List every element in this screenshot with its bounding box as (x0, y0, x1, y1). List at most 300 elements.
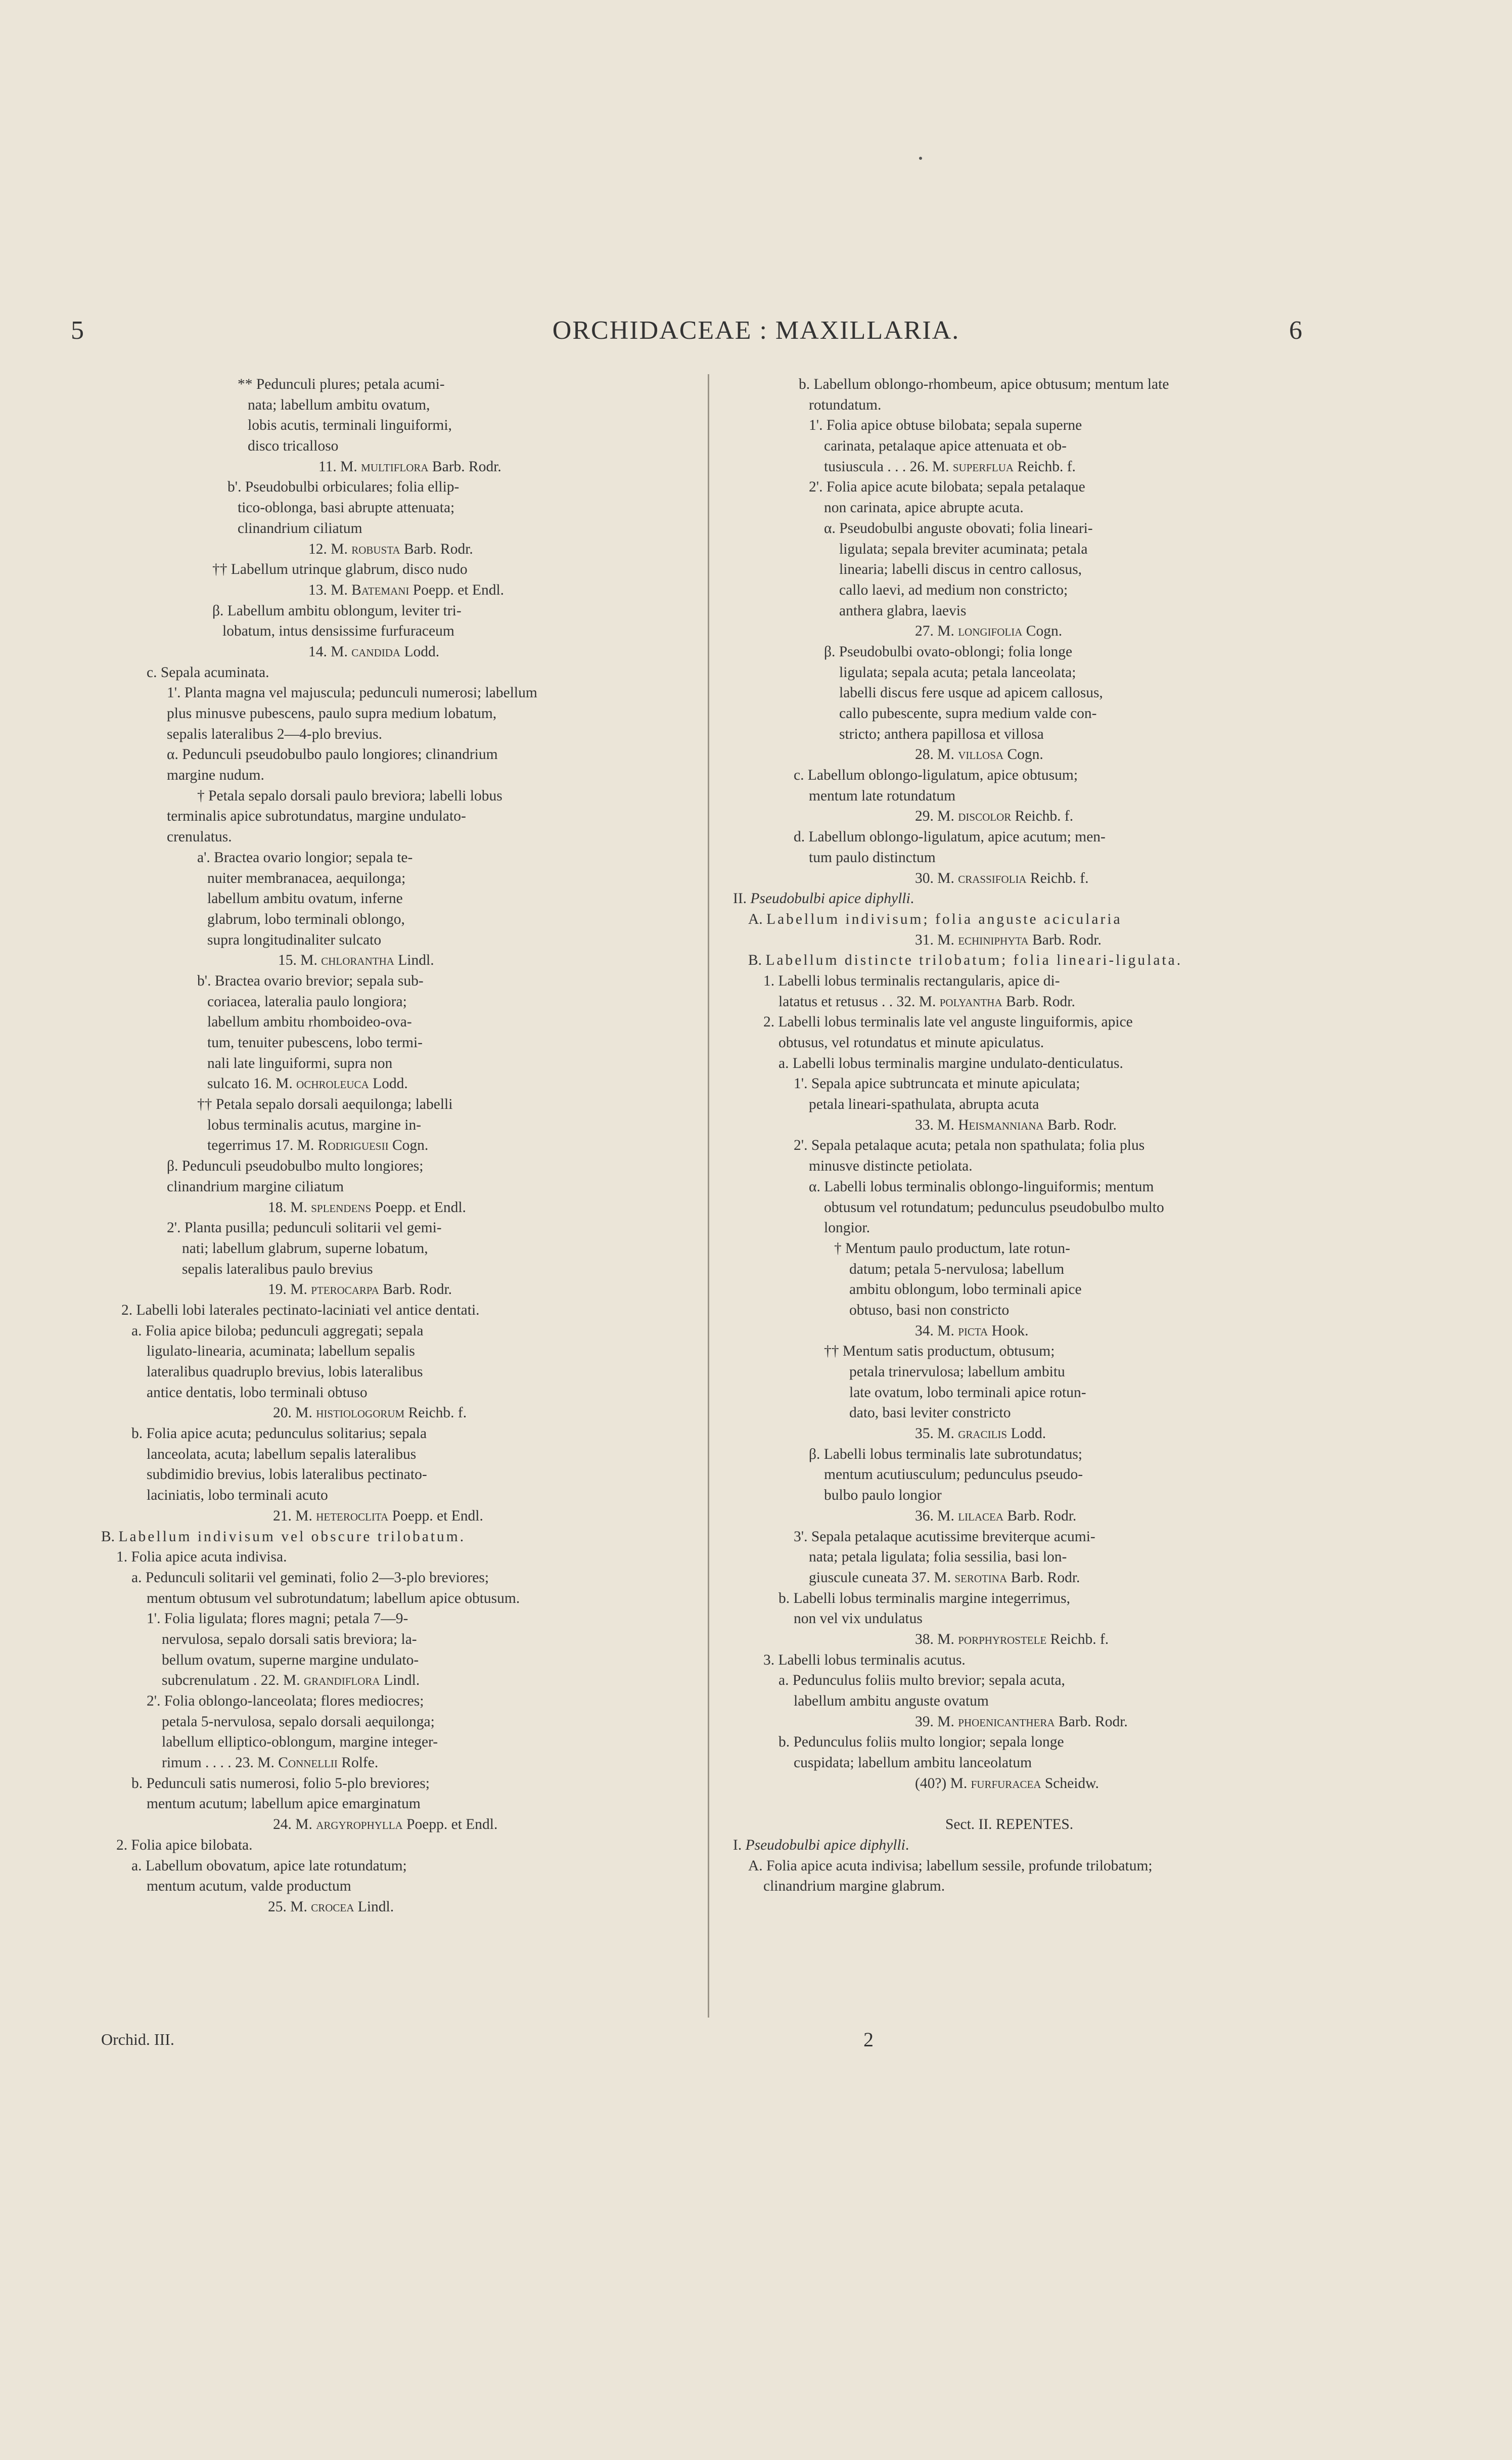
line-text: 25. M. (268, 1898, 311, 1915)
line-text: lobus terminalis acutus, margine in- (207, 1116, 422, 1133)
line-text: B. (748, 952, 766, 969)
line-authority: Barb. Rodr. (428, 458, 501, 475)
text-line (733, 1423, 1309, 1444)
line-text: a. Pedunculi solitarii vel geminati, folio 2—3-plo breviores; (131, 1569, 489, 1586)
text-line (101, 1732, 667, 1753)
line-text: 3. Labelli lobus terminalis acutus. (763, 1651, 966, 1668)
text-line (733, 1197, 1309, 1218)
line-authority: Poepp. et Endl. (402, 1816, 498, 1833)
text-line (733, 457, 1309, 477)
text-line (733, 1300, 1309, 1321)
text-line (101, 1115, 667, 1136)
text-line (101, 1197, 667, 1218)
line-text: tegerrimus 17. M. (207, 1137, 318, 1154)
species-name: grandiflora (304, 1672, 380, 1689)
text-line (101, 1156, 667, 1177)
line-text: nuiter membranacea, aequilonga; (207, 870, 406, 886)
line-text: bulbo paulo longior (824, 1487, 942, 1504)
line-authority: Lindl. (380, 1672, 420, 1689)
species-name: villosa (958, 746, 1004, 763)
text-line (733, 1115, 1309, 1136)
spaced-heading: Labellum indivisum; folia anguste acicularia (766, 911, 1122, 927)
text-line (101, 888, 667, 909)
text-line (101, 1608, 667, 1629)
line-text: obtuso, basi non constricto (849, 1302, 1010, 1318)
line-authority: Cogn. (388, 1137, 429, 1154)
text-line (101, 1279, 667, 1300)
text-line (733, 1156, 1309, 1177)
text-line (733, 415, 1309, 436)
text-line (101, 1218, 667, 1238)
text-line (733, 1691, 1309, 1712)
italic-heading: Pseudobulbi apice diphylli (745, 1837, 905, 1853)
line-text: d. Labellum oblongo-ligulatum, apice acutum; men- (794, 829, 1106, 845)
line-text: petala 5-nervulosa, sepalo dorsali aequilonga; (162, 1713, 435, 1730)
line-text: b'. Bractea ovario brevior; sepala sub- (197, 972, 424, 989)
text-line (733, 662, 1309, 683)
text-line (101, 1362, 667, 1382)
text-line (733, 1753, 1309, 1773)
line-text: sepalis lateralibus 2—4-plo brevius. (167, 726, 383, 742)
line-text: laciniatis, lobo terminali acuto (147, 1487, 328, 1504)
text-line (733, 1588, 1309, 1609)
species-name: discolor (958, 808, 1012, 825)
line-authority: Reichb. f. (1011, 808, 1074, 825)
text-line (733, 888, 1309, 909)
line-text: obtusum vel rotundatum; pedunculus pseudobulbo multo (824, 1199, 1164, 1216)
line-text: ligulato-linearia, acuminata; labellum sepalis (147, 1343, 415, 1360)
text-line (733, 477, 1309, 498)
line-text: I. (733, 1837, 746, 1853)
line-text: 24. M. (273, 1816, 316, 1833)
text-line (101, 930, 667, 951)
line-text: α. Pedunculi pseudobulbo paulo longiores; clinandrium (167, 746, 498, 763)
line-text: 34. M. (915, 1322, 958, 1339)
line-text: minusve distincte petiolata. (809, 1158, 973, 1175)
species-name: Heismanniana (958, 1116, 1044, 1133)
line-text: 29. M. (915, 808, 958, 825)
line-text: sepalis lateralibus paulo brevius (182, 1261, 373, 1277)
line-text: † Petala sepalo dorsali paulo breviora; labelli lobus (197, 787, 502, 804)
species-name: candida (351, 643, 401, 660)
right-column (733, 374, 1309, 1897)
line-authority: Lodd. (400, 643, 440, 660)
text-line (101, 1753, 667, 1773)
line-text: subcrenulatum . 22. M. (162, 1672, 304, 1689)
line-text: †† Mentum satis productum, obtusum; (824, 1343, 1055, 1360)
text-line (733, 1794, 1309, 1814)
line-text: β. Labelli lobus terminalis late subrotundatus; (809, 1446, 1082, 1462)
text-line (101, 457, 667, 477)
text-line (733, 539, 1309, 560)
line-text: b'. Pseudobulbi orbiculares; folia ellip- (227, 479, 460, 496)
printer-signature: 2 (863, 2028, 874, 2051)
line-authority: Lodd. (1007, 1425, 1046, 1442)
text-line (733, 1279, 1309, 1300)
text-line (101, 621, 667, 642)
line-authority: . (1176, 952, 1181, 969)
text-line (733, 1341, 1309, 1362)
text-line (101, 559, 667, 580)
line-text: rimum . . . . 23. M. (162, 1755, 279, 1771)
line-text: plus minusve pubescens, paulo supra medium lobatum, (167, 705, 497, 722)
line-text: a. Folia apice biloba; pedunculi aggregati; sepala (131, 1322, 424, 1339)
text-line (733, 683, 1309, 703)
running-title: ORCHIDACEAE : MAXILLARIA. (552, 316, 960, 345)
text-line (101, 847, 667, 868)
line-text: non carinata, apice abrupte acuta. (824, 500, 1024, 516)
species-name: argyrophylla (316, 1816, 403, 1833)
line-text: a'. Bractea ovario longior; sepala te- (197, 849, 413, 866)
footer-volume-label: Orchid. III. (101, 2030, 174, 2048)
line-text: 18. M. (268, 1199, 311, 1216)
species-name: chlorantha (321, 952, 394, 969)
species-name: Connellii (278, 1755, 338, 1771)
line-authority: Lindl. (394, 952, 434, 969)
italic-heading: Pseudobulbi apice diphylli (750, 890, 910, 907)
line-text: A. (748, 911, 767, 927)
line-text: ligulata; sepala acuta; petala lanceolata; (839, 664, 1076, 681)
line-text: callo laevi, ad medium non constricto; (839, 582, 1068, 598)
text-line (101, 1670, 667, 1691)
line-text: lateralibus quadruplo brevius, lobis lateralibus (147, 1364, 423, 1380)
line-authority: Barb. Rodr. (1003, 1507, 1077, 1524)
line-text: β. Labellum ambitu oblongum, leviter tri- (212, 602, 462, 619)
text-line (101, 498, 667, 518)
text-line (733, 1568, 1309, 1588)
species-name: multiflora (361, 458, 429, 475)
text-line (101, 1506, 667, 1527)
line-authority: Barb. Rodr. (1043, 1116, 1117, 1133)
text-line (733, 1814, 1309, 1835)
print-speck (919, 157, 922, 160)
text-line (733, 580, 1309, 601)
line-text: longior. (824, 1220, 870, 1236)
text-line (101, 909, 667, 930)
line-text: crenulatus. (167, 829, 232, 845)
text-line (101, 786, 667, 807)
line-authority: Rolfe. (337, 1755, 379, 1771)
line-text: 1'. Folia apice obtuse bilobata; sepala superne (809, 417, 1082, 434)
text-line (101, 1403, 667, 1423)
species-name: picta (958, 1322, 988, 1339)
text-line (101, 1135, 667, 1156)
species-name: superflua (952, 458, 1014, 475)
line-text: nervulosa, sepalo dorsali satis breviora; la- (162, 1631, 417, 1647)
line-text: 14. M. (308, 643, 352, 660)
line-text: antice dentatis, lobo terminali obtuso (147, 1384, 368, 1401)
species-name: splendens (311, 1199, 372, 1216)
text-line (733, 1732, 1309, 1753)
line-text: clinandrium margine ciliatum (167, 1178, 344, 1195)
text-line (733, 1382, 1309, 1403)
line-text: β. Pedunculi pseudobulbo multo longiores; (167, 1158, 424, 1175)
text-line (101, 1629, 667, 1650)
species-name: furfuracea (971, 1775, 1041, 1792)
text-line (101, 1794, 667, 1814)
line-text: 1'. Folia ligulata; flores magni; petala 7—9- (147, 1611, 408, 1627)
line-text: rotundatum. (809, 396, 882, 413)
line-text: 1'. Planta magna vel majuscula; pedunculi numerosi; labellum (167, 685, 537, 701)
text-line (101, 1568, 667, 1588)
text-line (733, 1835, 1309, 1856)
line-text: 2'. Planta pusilla; pedunculi solitarii vel gemi- (167, 1220, 442, 1236)
text-line (733, 518, 1309, 539)
line-text: b. Folia apice acuta; pedunculus solitarius; sepala (131, 1425, 427, 1442)
text-line (733, 1177, 1309, 1197)
line-text: labelli discus fere usque ad apicem callosus, (839, 685, 1103, 701)
text-line (101, 1300, 667, 1321)
text-line (733, 1012, 1309, 1033)
line-text: linearia; labelli discus in centro callosus, (839, 561, 1082, 578)
text-line (101, 827, 667, 847)
line-text: 36. M. (915, 1507, 958, 1524)
species-name: histiologorum (316, 1405, 405, 1421)
species-name: crassifolia (958, 870, 1027, 886)
line-text: dato, basi leviter constricto (849, 1405, 1011, 1421)
line-text: 3'. Sepala petalaque acutissime breviterque acumi- (794, 1528, 1095, 1545)
line-text: b. Labellum oblongo-rhombeum, apice obtusum; mentum late (799, 376, 1169, 392)
text-line (101, 950, 667, 971)
line-text: 2'. Folia apice acute bilobata; sepala petalaque (809, 479, 1085, 496)
line-text: 15. M. (278, 952, 322, 969)
line-text: †† Labellum utrinque glabrum, disco nudo (212, 561, 468, 578)
line-text: mentum acutum; labellum apice emarginatum (147, 1796, 421, 1812)
line-text: lobatum, intus densissime furfuraceum (222, 623, 454, 640)
text-line (733, 1506, 1309, 1527)
text-line (733, 1033, 1309, 1053)
line-text: supra longitudinaliter sulcato (207, 931, 382, 948)
line-text: mentum obtusum vel subrotundatum; labellum apice obtusum. (147, 1590, 520, 1606)
line-text: datum; petala 5-nervulosa; labellum (849, 1261, 1065, 1277)
text-line (101, 1012, 667, 1033)
line-authority: . (905, 1837, 909, 1853)
text-line (101, 1835, 667, 1856)
species-name: pterocarpa (311, 1281, 379, 1298)
line-authority: Scheidw. (1041, 1775, 1099, 1792)
line-text: margine nudum. (167, 767, 264, 784)
spaced-heading: Labellum distincte trilobatum; folia lineari-ligulata (765, 952, 1177, 969)
species-name: robusta (351, 541, 400, 557)
line-text: †† Petala sepalo dorsali aequilonga; labelli (197, 1096, 453, 1113)
text-line (733, 1218, 1309, 1238)
text-line (101, 1033, 667, 1053)
text-line (101, 1814, 667, 1835)
line-text: tusiuscula . . . 26. M. (824, 458, 953, 475)
text-line (733, 498, 1309, 518)
line-text: a. Labellum obovatum, apice late rotundatum; (131, 1857, 407, 1874)
line-text: 11. M. (318, 458, 361, 475)
text-line (101, 683, 667, 703)
text-line (733, 1074, 1309, 1094)
line-text: tum paulo distinctum (809, 849, 936, 866)
line-text: c. Labellum oblongo-ligulatum, apice obtusum; (794, 767, 1078, 784)
page-number-left: 5 (71, 316, 84, 345)
text-line (733, 1485, 1309, 1506)
text-line (101, 1856, 667, 1876)
spaced-heading: Labellum indivisum vel obscure trilobatum (118, 1528, 460, 1545)
line-authority: Lindl. (354, 1898, 394, 1915)
left-column (101, 374, 667, 1917)
line-authority: Barb. Rodr. (1028, 931, 1102, 948)
line-text: ** Pedunculi plures; petala acumi- (238, 376, 445, 392)
line-text: ambitu oblongum, lobo terminali apice (849, 1281, 1082, 1298)
species-name: polyantha (939, 993, 1002, 1010)
text-line (101, 1444, 667, 1465)
line-text: 38. M. (915, 1631, 958, 1647)
text-line (101, 744, 667, 765)
line-text: giuscule cuneata 37. M. (809, 1569, 955, 1586)
line-authority: . (910, 890, 914, 907)
page-number-right: 6 (1289, 316, 1302, 345)
line-text: (40?) M. (915, 1775, 971, 1792)
text-line (733, 374, 1309, 395)
text-line (101, 1341, 667, 1362)
text-line (101, 1485, 667, 1506)
text-line (101, 1382, 667, 1403)
species-name: gracilis (958, 1425, 1007, 1442)
text-line (101, 601, 667, 621)
line-text: 30. M. (915, 870, 958, 886)
line-text: 2'. Sepala petalaque acuta; petala non spathulata; folia plus (794, 1137, 1145, 1154)
line-text: bellum ovatum, superne margine undulato- (162, 1651, 419, 1668)
line-text: B. (101, 1528, 119, 1545)
text-line (101, 1074, 667, 1094)
text-line (733, 1650, 1309, 1671)
text-line (101, 539, 667, 560)
species-name: crocea (311, 1898, 354, 1915)
line-text: α. Pseudobulbi anguste obovati; folia lineari- (824, 520, 1093, 536)
text-line (733, 765, 1309, 786)
text-line (101, 1053, 667, 1074)
text-line (733, 559, 1309, 580)
text-line (101, 1773, 667, 1794)
text-line (733, 1876, 1309, 1897)
text-line (733, 1321, 1309, 1341)
text-line (101, 1094, 667, 1115)
text-line (733, 1444, 1309, 1465)
text-line (101, 1897, 667, 1917)
line-authority: Cogn. (1003, 746, 1043, 763)
text-line (733, 1238, 1309, 1259)
text-line (733, 724, 1309, 745)
line-authority: Poepp. et Endl. (388, 1507, 483, 1524)
line-text: ligulata; sepala breviter acuminata; petala (839, 541, 1088, 557)
text-line (101, 724, 667, 745)
text-line (733, 971, 1309, 992)
line-text: obtusus, vel rotundatus et minute apiculatus. (778, 1035, 1044, 1051)
text-line (733, 744, 1309, 765)
line-text: a. Pedunculus foliis multo brevior; sepala acuta, (778, 1672, 1065, 1689)
text-line (733, 1464, 1309, 1485)
line-text: labellum ambitu anguste ovatum (794, 1693, 989, 1709)
text-line (101, 662, 667, 683)
line-text: lobis acutis, terminali linguiformi, (248, 417, 452, 434)
text-line (101, 1650, 667, 1671)
text-line (733, 1670, 1309, 1691)
text-line (733, 1712, 1309, 1732)
line-text: nali late linguiformi, supra non (207, 1055, 393, 1071)
text-line (101, 1588, 667, 1609)
line-text: 35. M. (915, 1425, 958, 1442)
line-text: callo pubescente, supra medium valde con- (839, 705, 1097, 722)
line-text: 28. M. (915, 746, 958, 763)
line-text: 13. M. (308, 582, 352, 598)
line-text: 33. M. (915, 1116, 958, 1133)
species-name: echiniphyta (958, 931, 1029, 948)
line-text: labellum ambitu rhomboideo-ova- (207, 1014, 412, 1031)
text-line (733, 1608, 1309, 1629)
line-text: 2'. Folia oblongo-lanceolata; flores mediocres; (147, 1693, 424, 1709)
text-line (733, 1403, 1309, 1423)
text-line (101, 436, 667, 457)
text-line (733, 601, 1309, 621)
text-line (733, 1094, 1309, 1115)
species-name: porphyrostele (958, 1631, 1047, 1647)
line-authority: . (460, 1528, 464, 1545)
line-text: 27. M. (915, 623, 958, 640)
line-authority: Poepp. et Endl. (371, 1199, 466, 1216)
text-line (101, 642, 667, 662)
line-text: coriacea, lateralia paulo longiora; (207, 993, 407, 1010)
text-line (101, 703, 667, 724)
species-name: Batemani (351, 582, 409, 598)
text-line (733, 1362, 1309, 1382)
text-line (733, 436, 1309, 457)
text-line (733, 806, 1309, 827)
line-text: mentum acutiusculum; pedunculus pseudo- (824, 1466, 1083, 1483)
text-line (733, 1527, 1309, 1547)
text-line (101, 1423, 667, 1444)
line-authority: Reichb. f. (1046, 1631, 1109, 1647)
line-text: β. Pseudobulbi ovato-oblongi; folia longe (824, 643, 1073, 660)
text-line (733, 621, 1309, 642)
text-line (101, 1321, 667, 1341)
line-authority: Reichb. f. (1026, 870, 1089, 886)
line-text: α. Labelli lobus terminalis oblongo-linguiformis; mentum (809, 1178, 1154, 1195)
line-text: b. Labelli lobus terminalis margine integerrimus, (778, 1590, 1071, 1606)
text-line (733, 1856, 1309, 1876)
line-text: lanceolata, acuta; labellum sepalis lateralibus (147, 1446, 417, 1462)
line-text: petala lineari-spathulata, abrupta acuta (809, 1096, 1039, 1113)
text-line (733, 395, 1309, 416)
text-line (733, 868, 1309, 889)
line-text: b. Pedunculus foliis multo longior; sepala longe (778, 1734, 1064, 1751)
line-text: labellum elliptico-oblongum, margine integer- (162, 1734, 438, 1751)
text-line (733, 909, 1309, 930)
species-name: heteroclita (316, 1507, 389, 1524)
line-text: 1'. Sepala apice subtruncata et minute apiculata; (794, 1076, 1080, 1092)
line-authority: Hook. (988, 1322, 1029, 1339)
line-authority: Reichb. f. (1014, 458, 1076, 475)
line-text: 1. Folia apice acuta indivisa. (116, 1549, 287, 1566)
text-line (101, 1876, 667, 1897)
line-text: late ovatum, lobo terminali apice rotun- (849, 1384, 1086, 1401)
text-line (733, 786, 1309, 807)
text-line (733, 827, 1309, 847)
line-text: 2. Labelli lobi laterales pectinato-laciniati vel antice dentati. (121, 1302, 480, 1318)
text-line (101, 1691, 667, 1712)
line-text: a. Labelli lobus terminalis margine undulato-denticulatus. (778, 1055, 1123, 1071)
line-authority: Reichb. f. (404, 1405, 467, 1421)
text-line (101, 1238, 667, 1259)
species-name: serotina (954, 1569, 1007, 1586)
text-line (733, 1629, 1309, 1650)
text-line (101, 415, 667, 436)
species-name: Rodriguesii (317, 1137, 389, 1154)
text-line (101, 1547, 667, 1568)
line-text: 21. M. (273, 1507, 316, 1524)
